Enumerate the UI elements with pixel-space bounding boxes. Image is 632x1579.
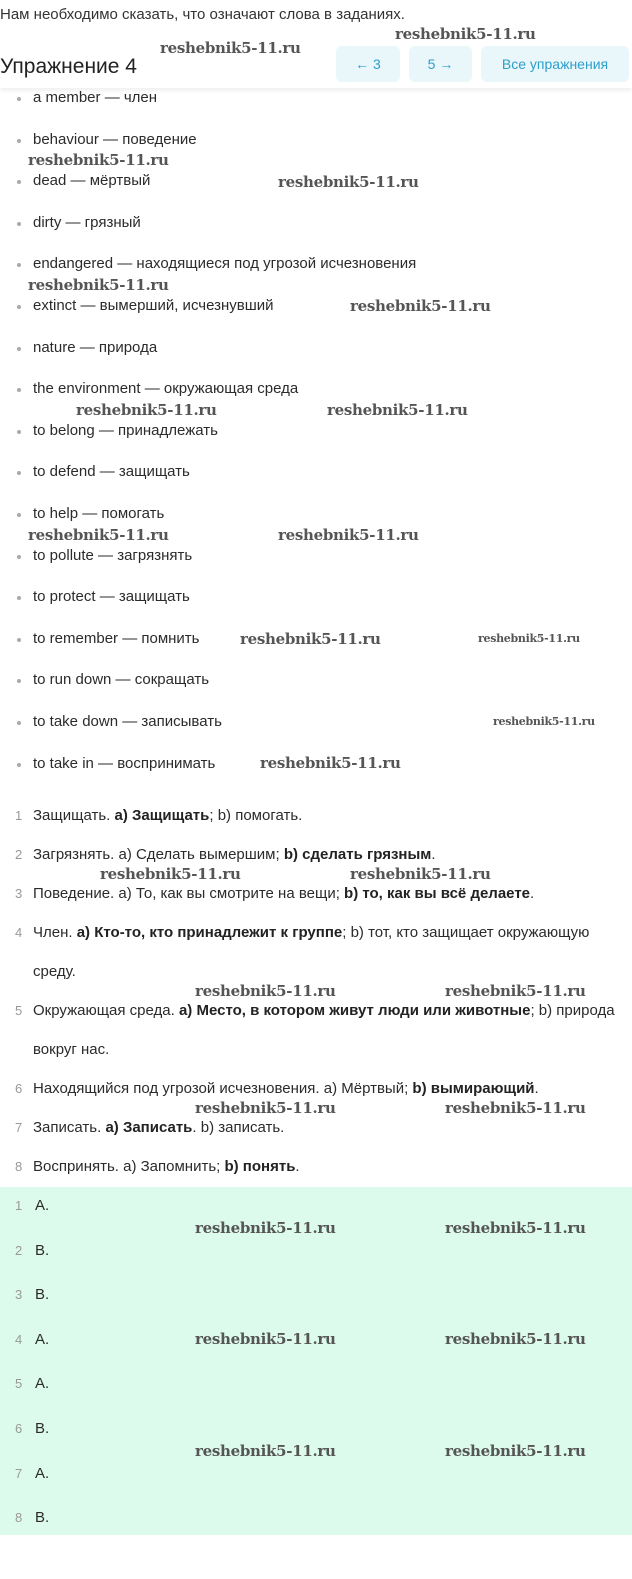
watermark: reshebnik5-11.ru: [478, 632, 580, 645]
correct-option: b) сделать грязным: [283, 846, 432, 863]
watermark: reshebnik5-11.ru: [195, 1099, 336, 1117]
question-text: ; b) тот, кто защищает окружающую среду.: [33, 924, 590, 980]
question-text: .: [534, 1080, 539, 1097]
list-item: nature — природа: [0, 327, 632, 369]
list-item: to help — помогать: [0, 493, 632, 535]
watermark: reshebnik5-11.ru: [260, 754, 401, 772]
watermark: reshebnik5-11.ru: [240, 630, 381, 648]
list-item: the environment — окружающая среда: [0, 368, 632, 410]
item-number: 2: [15, 847, 23, 862]
list-item: dead — мёртвый: [0, 160, 632, 202]
item-number: 5: [15, 1003, 23, 1018]
question-item: [0, 874, 632, 913]
watermark: reshebnik5-11.ru: [28, 276, 169, 294]
question-item: [0, 991, 632, 1069]
watermark: reshebnik5-11.ru: [445, 1099, 586, 1117]
watermark: reshebnik5-11.ru: [195, 1442, 336, 1460]
next-exercise-button[interactable]: 5 →: [409, 46, 472, 82]
item-number: 7: [15, 1465, 23, 1481]
answer-value: A.: [35, 1330, 50, 1348]
item-number: 4: [15, 925, 23, 940]
watermark: reshebnik5-11.ru: [278, 173, 419, 191]
list-item: behaviour — поведение: [0, 119, 632, 161]
list-item: to run down — сокращать: [0, 659, 632, 701]
list-item: to remember — помнить: [0, 618, 632, 660]
correct-option: a) Место, в котором живут люди или животные: [178, 1002, 531, 1019]
answers-block: [0, 1187, 632, 1535]
question-item: [0, 1147, 632, 1186]
question-text: Находящийся под угрозой исчезновения. a) Мёртвый;: [33, 1080, 413, 1097]
question-item: [0, 796, 632, 835]
watermark: reshebnik5-11.ru: [350, 865, 491, 883]
watermark: reshebnik5-11.ru: [195, 982, 336, 1000]
answer-value: A.: [35, 1197, 50, 1214]
question-item: [0, 835, 632, 874]
question-text: Защищать.: [33, 807, 115, 824]
intro-text: Нам необходимо сказать, что означают слова в заданиях.: [0, 6, 405, 23]
prev-exercise-button[interactable]: ← 3: [336, 46, 400, 82]
watermark: reshebnik5-11.ru: [493, 715, 595, 728]
question-text: . b) записать.: [192, 1119, 285, 1136]
item-number: 5: [15, 1376, 23, 1392]
all-exercises-button[interactable]: Все упражнения: [481, 46, 629, 82]
watermark: reshebnik5-11.ru: [160, 39, 301, 57]
question-text: Поведение. a) То, как вы смотрите на вещи;: [33, 885, 345, 902]
correct-option: a) Записать: [105, 1119, 193, 1136]
list-item: to pollute — загрязнять: [0, 535, 632, 577]
page-title: Упражнение 4: [0, 55, 137, 78]
correct-option: b) то, как вы всё делаете: [344, 885, 531, 902]
item-number: 2: [15, 1242, 23, 1258]
list-item: to protect — защищать: [0, 576, 632, 618]
correct-option: a) Защищать: [114, 807, 210, 824]
answer-value: A.: [35, 1464, 50, 1482]
item-number: 1: [15, 1198, 23, 1213]
watermark: reshebnik5-11.ru: [445, 1330, 586, 1348]
watermark: reshebnik5-11.ru: [278, 526, 419, 544]
correct-option: b) вымирающий: [412, 1080, 535, 1097]
question-text: ; b) природа вокруг нас.: [33, 1002, 615, 1058]
list-item: endangered — находящиеся под угрозой исчезновения: [0, 243, 632, 285]
watermark: reshebnik5-11.ru: [445, 982, 586, 1000]
list-item: dirty — грязный: [0, 202, 632, 244]
item-number: 3: [15, 886, 23, 901]
watermark: reshebnik5-11.ru: [28, 151, 169, 169]
answer-value: B.: [35, 1286, 50, 1304]
list-item: to take down — записывать: [0, 701, 632, 743]
watermark: reshebnik5-11.ru: [28, 526, 169, 544]
answer-item: [0, 1276, 632, 1321]
watermark: reshebnik5-11.ru: [445, 1219, 586, 1237]
item-number: 1: [15, 808, 23, 823]
list-item: to belong — принадлежать: [0, 410, 632, 452]
list-item: to take in — воспринимать: [0, 743, 632, 785]
watermark: reshebnik5-11.ru: [395, 25, 536, 43]
watermark: reshebnik5-11.ru: [195, 1219, 336, 1237]
question-item: [0, 913, 632, 991]
list-item: extinct — вымерший, исчезнувший: [0, 285, 632, 327]
item-number: 6: [15, 1420, 23, 1436]
question-text: Воспринять. a) Запомнить;: [33, 1158, 225, 1175]
list-item: to defend — защищать: [0, 451, 632, 493]
item-number: 8: [15, 1159, 23, 1174]
answer-value: B.: [35, 1241, 50, 1259]
item-number: 6: [15, 1081, 23, 1096]
watermark: reshebnik5-11.ru: [350, 297, 491, 315]
watermark: reshebnik5-11.ru: [445, 1442, 586, 1460]
answer-item: [0, 1499, 632, 1544]
answer-value: A.: [35, 1375, 50, 1393]
answer-value: B.: [35, 1419, 50, 1437]
watermark: reshebnik5-11.ru: [76, 401, 217, 419]
question-text: Окружающая среда.: [33, 1002, 179, 1019]
answer-item: [0, 1455, 632, 1500]
answer-value: B.: [35, 1509, 50, 1527]
question-text: .: [530, 885, 535, 902]
answer-item: [0, 1365, 632, 1410]
watermark: reshebnik5-11.ru: [327, 401, 468, 419]
answer-item: [0, 1232, 632, 1277]
question-text: Загрязнять. a) Сделать вымершим;: [33, 846, 284, 863]
item-number: 8: [15, 1510, 23, 1526]
question-text: ; b) помогать.: [209, 807, 303, 824]
correct-option: b) понять: [224, 1158, 296, 1175]
list-item: a member — член: [0, 77, 632, 119]
item-number: 7: [15, 1120, 23, 1135]
question-text: .: [295, 1158, 300, 1175]
correct-option: a) Кто-то, кто принадлежит к группе: [76, 924, 343, 941]
item-number: 4: [15, 1331, 23, 1347]
watermark: reshebnik5-11.ru: [195, 1330, 336, 1348]
watermark: reshebnik5-11.ru: [100, 865, 241, 883]
question-text: Член.: [33, 924, 77, 941]
question-text: .: [431, 846, 436, 863]
question-text: Записать.: [33, 1119, 106, 1136]
item-number: 3: [15, 1287, 23, 1303]
